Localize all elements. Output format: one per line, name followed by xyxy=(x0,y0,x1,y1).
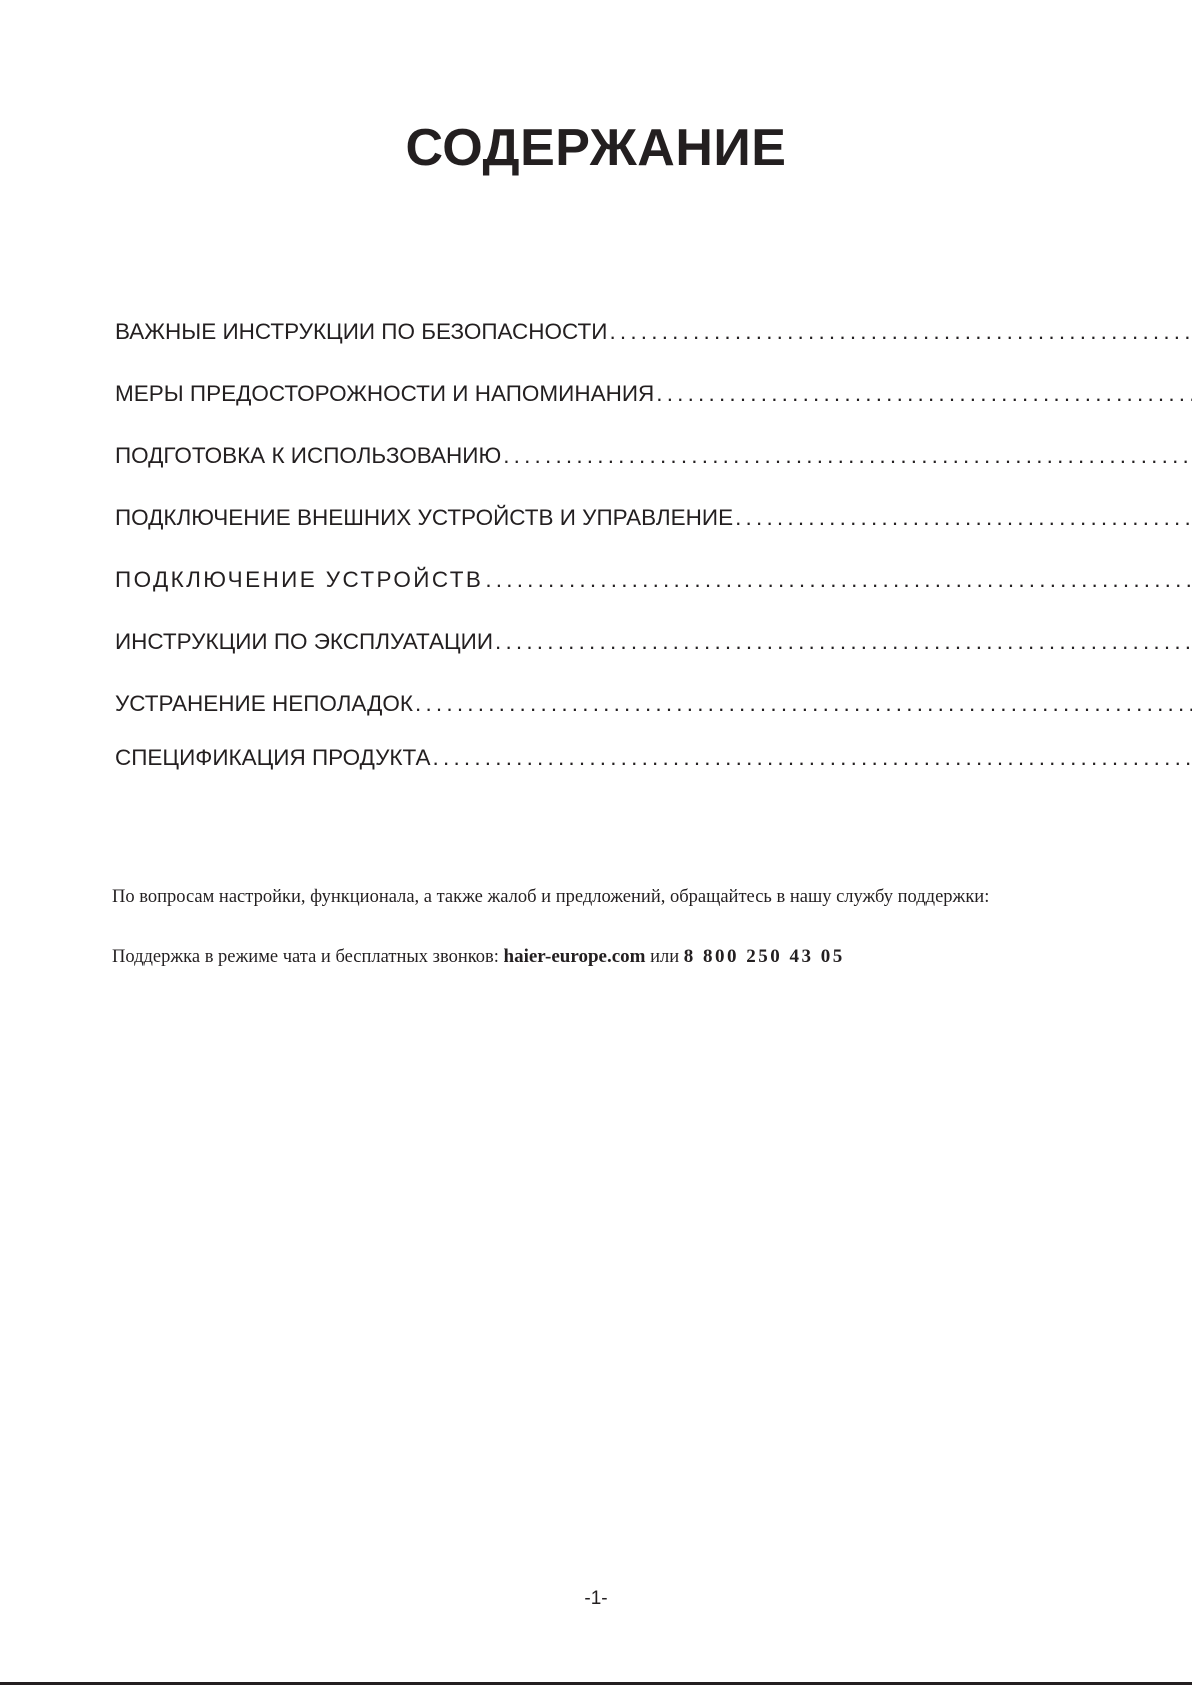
support-website-link[interactable]: haier-europe.com xyxy=(503,946,646,967)
toc-entry-label: УСТРАНЕНИЕ НЕПОЛАДОК xyxy=(115,691,414,716)
toc-entry-label: ВАЖНЫЕ ИНСТРУКЦИИ ПО БЕЗОПАСНОСТИ xyxy=(115,319,608,344)
toc-entry-label: ПОДКЛЮЧЕНИЕ УСТРОЙСТВ xyxy=(115,567,484,592)
toc-dot-leader xyxy=(413,688,1192,720)
toc-entry-label: ИНСТРУКЦИИ ПО ЭКСПЛУАТАЦИИ xyxy=(115,629,493,654)
toc-entry-troubleshooting[interactable] xyxy=(115,688,1192,720)
page-title: СОДЕРЖАНИЕ xyxy=(405,119,787,177)
toc-entry-device-connection[interactable] xyxy=(115,564,1192,596)
toc-entry-precautions[interactable] xyxy=(115,378,1192,410)
toc-dot-leader xyxy=(607,316,1192,348)
toc-dot-leader xyxy=(654,378,1192,410)
support-contact-prefix: Поддержка в режиме чата и бесплатных звонков: xyxy=(112,947,504,967)
toc-dot-leader xyxy=(493,626,1192,658)
toc-entry-preparation[interactable] xyxy=(115,440,1192,472)
support-contact-connector: или xyxy=(645,947,684,967)
toc-entry-external-devices-control[interactable] xyxy=(115,502,1192,534)
toc-entry-label: ПОДКЛЮЧЕНИЕ ВНЕШНИХ УСТРОЙСТВ И УПРАВЛЕНИЕ xyxy=(115,505,734,530)
toc-dot-leader xyxy=(501,440,1192,472)
support-contact-note: По вопросам настройки, функционала, а также жалоб и предложений, обращайтесь в нашу службу поддержки: xyxy=(112,887,990,907)
toc-dot-leader xyxy=(733,502,1192,534)
page-number: -1- xyxy=(584,1588,608,1609)
toc-entry-label: ПОДГОТОВКА К ИСПОЛЬЗОВАНИЮ xyxy=(115,443,502,468)
support-contact-line xyxy=(112,946,845,968)
toc-entry-product-specification[interactable] xyxy=(115,742,1192,774)
support-phone-number[interactable]: 8 800 250 43 05 xyxy=(683,946,845,967)
toc-entry-label: СПЕЦИФИКАЦИЯ ПРОДУКТА xyxy=(115,745,431,770)
toc-entry-safety-instructions[interactable] xyxy=(115,316,1192,348)
toc-entry-operating-instructions[interactable] xyxy=(115,626,1192,658)
toc-dot-leader xyxy=(483,564,1192,596)
toc-entry-label: МЕРЫ ПРЕДОСТОРОЖНОСТИ И НАПОМИНАНИЯ xyxy=(115,381,655,406)
toc-dot-leader xyxy=(431,742,1192,774)
